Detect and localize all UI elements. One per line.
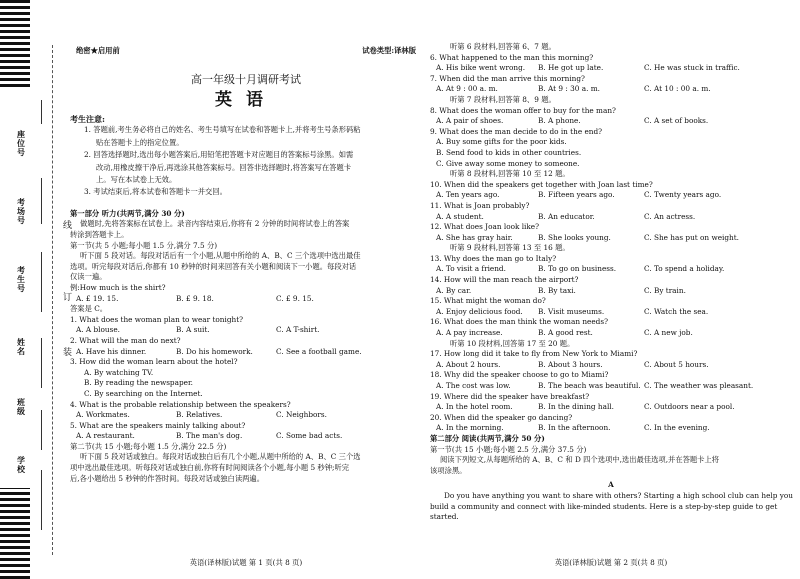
option-c: C. Watch the sea. — [644, 306, 709, 316]
section2-intro-line: 项中选出最佳选项。听每段对话或独白前,你将有时间阅读各个小题,每小题 5 秒钟;听完 — [70, 463, 350, 473]
option-b: B. About 3 hours. — [538, 359, 603, 369]
option-a: A. In the hotel room. — [436, 402, 513, 412]
notice-title: 考生注意: — [70, 113, 105, 124]
notice-line: 改动,用橡皮擦干净后,再选涂其他答案标号。回答非选择题时,将答案写在答题卡 — [96, 162, 352, 172]
cut-mark-staple: 订 — [63, 293, 73, 303]
material-instruction: 听第 9 段材料,回答第 13 至 16 题。 — [450, 243, 570, 253]
question: 7. When did the man arrive this morning? — [430, 73, 585, 83]
option-b: B. A phone. — [538, 116, 581, 126]
option-c: C. A T-shirt. — [276, 325, 320, 335]
option-c: C. £ 9. 15. — [276, 293, 314, 303]
option-c: C. A new job. — [644, 328, 693, 338]
option-c: C. To spend a holiday. — [644, 264, 725, 274]
notice-line: 2. 回答选择题时,选出每小题答案后,用铅笔把答题卡对应题目的答案标号涂黑。如需 — [84, 150, 354, 160]
exam-type-label: 试卷类型:译林版 — [362, 46, 416, 55]
option-c: C. She has put on weight. — [644, 232, 739, 242]
material-instruction: 听第 10 段材料,回答第 17 至 20 题。 — [450, 338, 575, 348]
confidential-label: 绝密★启用前 — [76, 46, 120, 55]
option-a: A. £ 19. 15. — [76, 293, 119, 303]
option-c: C. Neighbors. — [276, 410, 327, 420]
part2-intro-line: 该项涂黑。 — [430, 465, 467, 475]
material-instruction: 听第 8 段材料,回答第 10 至 12 题。 — [450, 169, 570, 179]
option-line: C. Give away some money to someone. — [436, 158, 580, 168]
option-b: B. Fifteen years ago. — [538, 190, 615, 200]
option-c: C. Outdoors near a pool. — [644, 402, 735, 412]
exam-title: 高一年级十月调研考试 — [191, 72, 301, 86]
option-c: C. At 10 : 00 a. m. — [644, 84, 711, 94]
question-options — [430, 402, 792, 413]
question: 11. What is Joan probably? — [430, 200, 530, 210]
material-instruction: 听第 7 段材料,回答第 8、9 题。 — [450, 94, 556, 104]
passage-line: Do you have anything you want to share with others? Starting a high school club can help you — [444, 490, 793, 500]
option-b: B. Do his homework. — [176, 346, 253, 356]
question-options — [430, 233, 792, 244]
question: 16. What does the man think the woman needs? — [430, 317, 608, 327]
margin-label-seat: 座位号 — [17, 130, 25, 157]
question: 19. Where did the speaker have breakfast? — [430, 391, 590, 401]
option-b: B. At 9 : 30 a. m. — [538, 84, 600, 94]
question-options — [430, 307, 792, 318]
question-options — [430, 328, 792, 339]
option-a: A. About 2 hours. — [436, 359, 501, 369]
option-a: A. To visit a friend. — [436, 264, 506, 274]
question: 14. How will the man reach the airport? — [430, 275, 579, 285]
option-a: A. At 9 : 00 a. m. — [436, 84, 498, 94]
question-options — [430, 264, 792, 275]
option-b: B. In the dining hall. — [538, 402, 614, 412]
option-a: A. A pair of shoes. — [436, 116, 504, 126]
question: 1. What does the woman plan to wear tonight? — [70, 314, 244, 324]
option-c: C. A set of books. — [644, 116, 709, 126]
question: 20. When did the speaker go dancing? — [430, 412, 573, 422]
page-header — [70, 46, 422, 57]
part1-intro-line: 做题时,先将答案标在试卷上。录音内容结束后,你将有 2 分钟的时间将试卷上的答案 — [80, 219, 350, 229]
right-page — [430, 0, 792, 579]
margin-label-id: 考生号 — [17, 266, 25, 293]
option-a: A. Have his dinner. — [76, 346, 147, 356]
question: 5. What are the speakers mainly talking about? — [70, 420, 246, 430]
field-line — [41, 100, 42, 124]
question-options — [430, 212, 792, 223]
question: 6. What happened to the man this morning? — [430, 52, 594, 62]
material-instruction: 听第 6 段材料,回答第 6、7 题。 — [450, 42, 556, 51]
question-options — [430, 360, 792, 371]
subject-title: 英语 — [215, 90, 277, 111]
option-a: A. Ten years ago. — [436, 190, 500, 200]
option-c: C. By searching on the Internet. — [84, 388, 203, 398]
page-footer-left: 英语(译林版)试题 第 1 页(共 8 页) — [189, 558, 303, 568]
option-a: A. By car. — [436, 285, 472, 295]
option-a: A. By watching TV. — [84, 367, 154, 377]
margin-label-room: 考场号 — [17, 198, 25, 225]
question: 15. What might the woman do? — [430, 296, 546, 306]
option-c: C. In the evening. — [644, 423, 710, 433]
option-b: B. In the afternoon. — [538, 423, 611, 433]
binding-margin — [0, 0, 73, 579]
question: 12. What does Joan look like? — [430, 222, 540, 232]
field-line — [41, 338, 42, 388]
section1-intro-line: 听下面 5 段对话。每段对话后有一个小题,从题中所给的 A、B、C 三个选项中选出最佳 — [80, 251, 361, 261]
option-a: A. A student. — [436, 211, 484, 221]
question: 13. Why does the man go to Italy? — [430, 253, 557, 263]
option-b: B. An educator. — [538, 211, 595, 221]
margin-label-name: 姓名 — [17, 338, 25, 356]
question-options — [70, 347, 422, 358]
option-a: A. His bike went wrong. — [436, 63, 526, 73]
question-options — [430, 116, 792, 127]
field-line — [41, 470, 42, 530]
notice-block — [70, 124, 422, 198]
passage-line: build a community and connect with like-minded students. Here is a step-by-step guide to get — [430, 501, 778, 511]
option-a: A. In the morning. — [436, 423, 504, 433]
option-c: C. An actress. — [644, 211, 696, 221]
section2-title: 第二节(共 15 小题;每小题 1.5 分,满分 22.5 分) — [70, 441, 227, 451]
option-b: B. The beach was beautiful. — [538, 381, 641, 390]
option-b: B. To go on business. — [538, 264, 617, 274]
question-options — [430, 190, 792, 201]
option-b: B. The man's dog. — [176, 431, 243, 441]
passage-line: started. — [430, 512, 459, 522]
question-options — [430, 423, 792, 434]
part1-title: 第一部分 听力(共两节,满分 30 分) — [70, 208, 185, 218]
section1-title: 第一节(共 5 小题;每小题 1.5 分,满分 7.5 分) — [70, 240, 218, 250]
question: 17. How long did it take to fly from New York to Miami? — [430, 349, 638, 359]
option-c: C. See a football game. — [276, 346, 362, 356]
question: 2. What will the man do next? — [70, 335, 181, 345]
cut-mark-bind: 装 — [63, 348, 73, 358]
margin-label-class: 班级 — [17, 398, 25, 416]
question: 10. When did the speakers get together with Joan last time? — [430, 179, 653, 189]
option-b: B. Visit museums. — [538, 306, 605, 316]
listening-questions — [430, 42, 792, 434]
part2-title: 第二部分 阅读(共两节,满分 50 分) — [430, 433, 545, 443]
question-options — [430, 286, 792, 297]
example-answer: 答案是 C。 — [70, 304, 108, 314]
part2-section1-title: 第一节(共 15 小题;每小题 2.5 分,满分 37.5 分) — [430, 444, 587, 454]
option-a: A. Workmates. — [76, 410, 130, 420]
field-line — [41, 252, 42, 312]
page-footer-right: 英语(译林版)试题 第 2 页(共 8 页) — [554, 558, 668, 568]
part2-intro-line: 阅读下列短文,从每题所给的 A、B、C 和 D 四个选项中,选出最佳选项,并在答题卡上将 — [440, 455, 720, 465]
margin-label-school: 学校 — [17, 456, 25, 474]
option-a: A. A pay increase. — [436, 328, 503, 338]
section2-intro-line: 听下面 5 段对话或独白。每段对话或独白后有几个小题,从题中所给的 A、B、C 三个选 — [80, 452, 361, 462]
question-options — [430, 84, 792, 95]
left-page — [70, 0, 422, 579]
section1-intro-line: 选项。听完每段对话后,你都有 10 秒钟的时间来回答有关小题和阅读下一小题。每段对话 — [70, 261, 357, 271]
option-c: C. He was stuck in traffic. — [644, 63, 740, 73]
option-a: A. She has gray hair. — [436, 232, 513, 242]
question-options — [430, 381, 792, 392]
question-options — [70, 325, 422, 336]
option-b: B. Relatives. — [176, 410, 223, 420]
question-options — [70, 410, 422, 421]
section2-intro-line: 后,各小题给出 5 秒钟的作答时间。每段对话或独白读两遍。 — [70, 473, 265, 483]
option-a: A. Enjoy delicious food. — [436, 306, 523, 316]
example-question: 例:How much is the shirt? — [70, 282, 166, 292]
option-c: C. Twenty years ago. — [644, 190, 722, 200]
notice-line: 1. 答题前,考生务必将自己的姓名、考生号填写在试卷和答题卡上,并将考生号条形码粘 — [84, 125, 361, 135]
option-a: A. A restaurant. — [76, 431, 135, 441]
option-b: B. By taxi. — [538, 285, 576, 295]
cut-mark-line: 线 — [63, 221, 73, 231]
fold-line — [52, 45, 53, 555]
option-line: A. Buy some gifts for the poor kids. — [436, 137, 567, 147]
question: 18. Why did the speaker choose to go to Miami? — [430, 370, 609, 380]
field-line — [41, 178, 42, 224]
notice-line: 3. 考试结束后,将本试卷和答题卡一并交回。 — [84, 187, 227, 197]
option-c: C. The weather was pleasant. — [644, 381, 754, 390]
option-b: B. By reading the newspaper. — [84, 378, 193, 388]
option-a: A. The cost was low. — [436, 381, 511, 390]
notice-line: 上。写在本试卷上无效。 — [96, 175, 177, 184]
part1-intro-line: 转涂到答题卡上。 — [70, 230, 129, 239]
notice-line: 贴在答题卡上的指定位置。 — [96, 137, 184, 147]
option-b: B. He got up late. — [538, 63, 604, 73]
section1-intro-line: 仅读一遍。 — [70, 272, 107, 282]
question: 3. How did the woman learn about the hotel? — [70, 357, 238, 367]
option-b: B. A good rest. — [538, 328, 593, 338]
field-line — [41, 410, 42, 450]
option-c: C. Some bad acts. — [276, 431, 343, 441]
option-b: B. A suit. — [176, 325, 210, 335]
question: 8. What does the woman offer to buy for the man? — [430, 105, 616, 115]
question: 9. What does the man decide to do in the end? — [430, 126, 603, 136]
option-c: C. About 5 hours. — [644, 359, 709, 369]
option-c: C. By train. — [644, 285, 686, 295]
option-b: B. £ 9. 18. — [176, 293, 214, 303]
example-options — [70, 294, 422, 305]
question-options — [70, 431, 422, 442]
question-options — [430, 63, 792, 74]
option-line: B. Send food to kids in other countries. — [436, 147, 582, 157]
option-b: B. She looks young. — [538, 232, 611, 242]
question: 4. What is the probable relationship between the speakers? — [70, 399, 291, 409]
option-a: A. A blouse. — [76, 325, 120, 335]
passage-label: A — [608, 480, 614, 490]
